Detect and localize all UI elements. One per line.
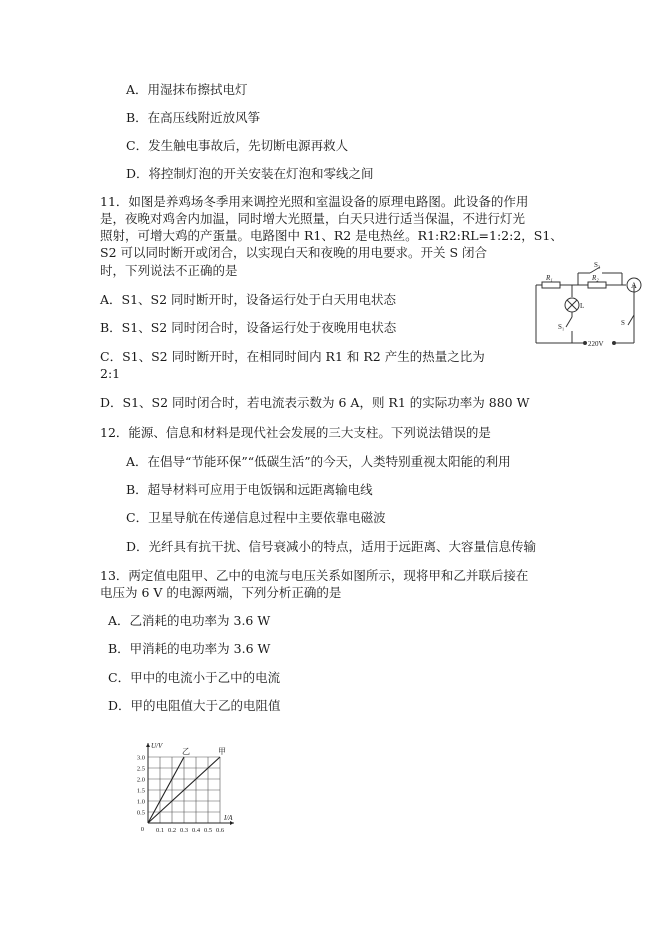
q11-option-a: A．S1、S2 同时断开时，设备运行处于白天用电状态 xyxy=(100,292,397,307)
q11-stem-line-3: 照射，可增大鸡的产蛋量。电路图中 R1、R2 是电热丝。R1:R2:RL=1:2:2，S1、 xyxy=(100,228,563,243)
q10-option-d: D．将控制灯泡的开关安装在灯泡和零线之间 xyxy=(126,166,374,181)
q11-stem-line-1: 11．如图是养鸡场冬季用来调控光照和室温设备的原理电路图。此设备的作用 xyxy=(100,194,529,209)
circuit-label-r2: R₂ xyxy=(592,274,599,282)
q12-option-d: D．光纤具有抗干扰、信号衰减小的特点，适用于远距离、大容量信息传输 xyxy=(126,539,537,554)
series-label-0: 乙 xyxy=(182,747,190,756)
x-tick-label-4: 0.5 xyxy=(203,827,213,834)
x-tick-label-1: 0.2 xyxy=(167,827,177,834)
q13-option-c: C．甲中的电流小于乙中的电流 xyxy=(108,670,281,685)
q10-option-b: B．在高压线附近放风筝 xyxy=(126,110,261,125)
y-tick-label-1: 1.0 xyxy=(136,798,145,806)
y-tick-label-3: 2.0 xyxy=(136,776,145,784)
q13-option-d: D．甲的电阻值大于乙的电阻值 xyxy=(108,698,281,713)
q11-stem-line-2: 是，夜晚对鸡舍内加温，同时增大光照量，白天只进行适当保温，不进行灯光 xyxy=(100,211,526,226)
q11-option-c: C．S1、S2 同时断开时，在相同时间内 R1 和 R2 产生的热量之比为 xyxy=(100,349,485,364)
q13-option-a: A．乙消耗的电功率为 3.6 W xyxy=(108,613,271,628)
circuit-label-s1: S₁ xyxy=(558,323,565,331)
x-tick-label-2: 0.3 xyxy=(179,827,189,834)
y-axis-arrow xyxy=(146,743,150,747)
q11-stem-line-5: 时，下列说法不正确的是 xyxy=(100,263,238,278)
x-tick-label-5: 0.6 xyxy=(215,827,225,834)
x-tick-label-0: 0.1 xyxy=(155,827,165,834)
q11-option-b: B．S1、S2 同时闭合时，设备运行处于夜晚用电状态 xyxy=(100,320,397,335)
q13-uv-chart xyxy=(128,735,243,840)
y-tick-label-0: 0.5 xyxy=(136,809,145,817)
origin-label: 0 xyxy=(140,826,144,833)
ammeter-icon: A xyxy=(631,281,637,290)
y-axis-label: U/V xyxy=(151,742,163,750)
q11-option-d: D．S1、S2 同时闭合时，若电流表示数为 6 A，则 R1 的实际功率为 880 W xyxy=(100,395,530,410)
q10-option-c: C．发生触电事故后，先切断电源再救人 xyxy=(126,138,349,153)
circuit-label-s: S xyxy=(621,319,625,327)
q11-stem-line-4: S2 可以同时断开或闭合，以实现白天和夜晚的用电要求。开关 S 闭合 xyxy=(100,245,488,260)
q10-option-a: A．用湿抹布擦拭电灯 xyxy=(126,82,248,97)
q13-option-b: B．甲消耗的电功率为 3.6 W xyxy=(108,641,271,656)
x-tick-label-3: 0.4 xyxy=(191,827,201,834)
q12-option-a: A．在倡导“节能环保”“低碳生活”的今天，人类特别重视太阳能的利用 xyxy=(126,454,511,469)
q13-stem-line-2: 电压为 6 V 的电源两端，下列分析正确的是 xyxy=(100,585,342,600)
q11-circuit-diagram xyxy=(528,255,643,355)
x-axis-label: I/A xyxy=(224,814,233,822)
q12-stem: 12．能源、信息和材料是现代社会发展的三大支柱。下列说法错误的是 xyxy=(100,425,491,440)
circuit-label-r1: R₁ xyxy=(546,274,553,282)
q12-option-c: C．卫星导航在传递信息过程中主要依靠电磁波 xyxy=(126,510,386,525)
circuit-label-supply: 220V xyxy=(588,340,604,348)
y-tick-label-5: 3.0 xyxy=(136,754,145,762)
circuit-label-lamp: L xyxy=(580,302,585,310)
q12-option-b: B．超导材料可应用于电饭锅和远距离输电线 xyxy=(126,482,373,497)
series-label-1: 甲 xyxy=(218,747,226,756)
circuit-label-s2: S₂ xyxy=(594,261,601,269)
y-tick-label-2: 1.5 xyxy=(136,787,145,795)
q13-stem-line-1: 13．两定值电阻甲、乙中的电流与电压关系如图所示，现将甲和乙并联后接在 xyxy=(100,568,529,583)
q11-option-c-continued: 2:1 xyxy=(100,366,121,381)
y-tick-label-4: 2.5 xyxy=(136,765,145,773)
